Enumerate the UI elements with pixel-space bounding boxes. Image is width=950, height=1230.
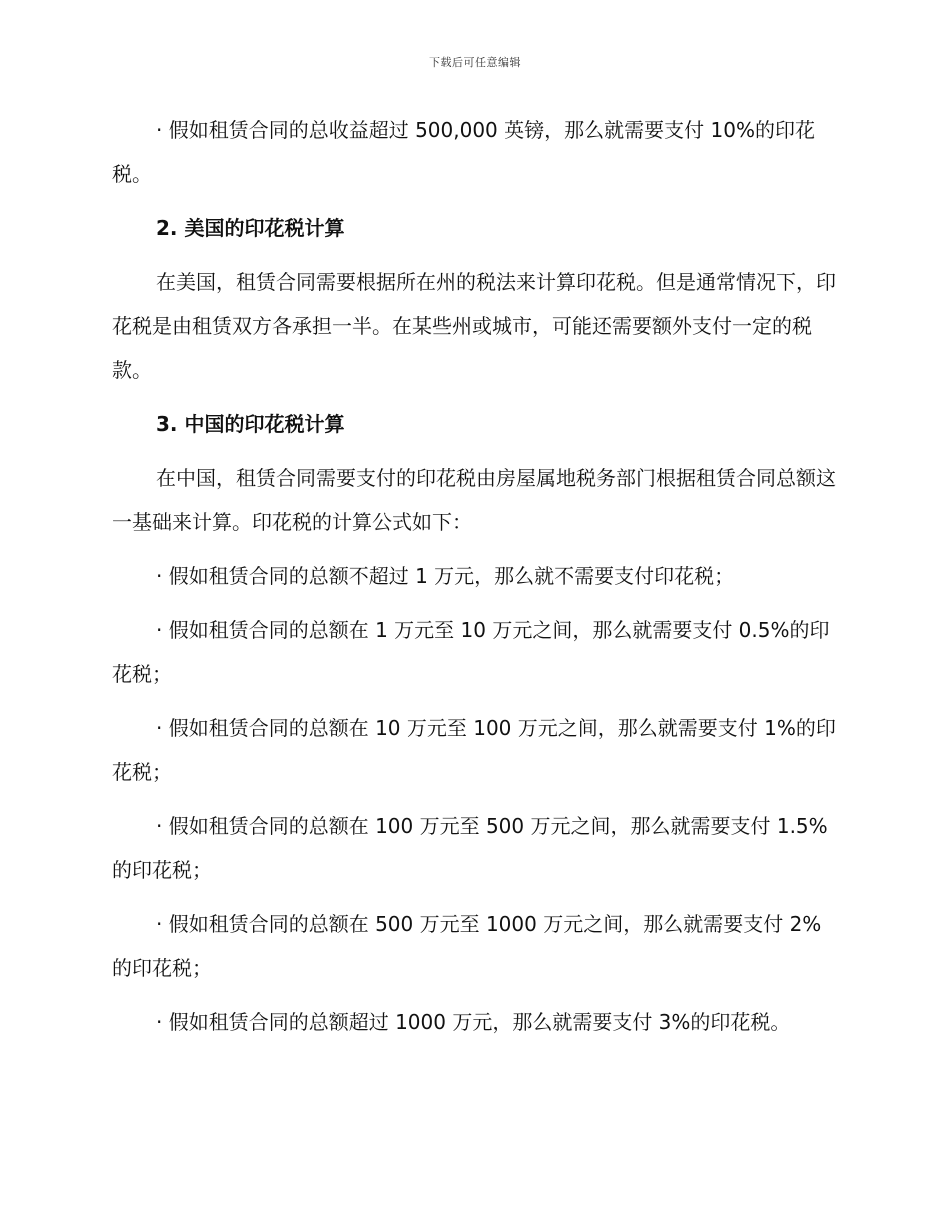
bullet-item: · 假如租赁合同的总额在 1 万元至 10 万元之间，那么就需要支付 0.5%的印花税； (112, 618, 830, 686)
bullet-item: · 假如租赁合同的总额不超过 1 万元，那么就不需要支付印花税； (156, 564, 735, 588)
paragraph-china: 在中国，租赁合同需要支付的印花税由房屋属地税务部门根据租赁合同总额这一基础来计算。印花税的计算公式如下： (112, 466, 836, 534)
paragraph-us: 在美国，租赁合同需要根据所在州的税法来计算印花税。但是通常情况下，印花税是由租赁双方各承担一半。在某些州或城市，可能还需要额外支付一定的税款。 (112, 270, 836, 382)
section-heading-us: 2. 美国的印花税计算 (156, 216, 345, 240)
paragraph-uk-bullet: · 假如租赁合同的总收益超过 500,000 英镑，那么就需要支付 10%的印花税。 (112, 118, 815, 186)
page-header: 下载后可任意编辑 (429, 56, 521, 69)
bullet-item: · 假如租赁合同的总额在 10 万元至 100 万元之间，那么就需要支付 1%的印花税； (112, 716, 836, 784)
bullet-item: · 假如租赁合同的总额超过 1000 万元，那么就需要支付 3%的印花税。 (156, 1010, 791, 1034)
bullet-item: · 假如租赁合同的总额在 500 万元至 1000 万元之间，那么就需要支付 2%的印花税； (112, 912, 822, 980)
bullet-item: · 假如租赁合同的总额在 100 万元至 500 万元之间，那么就需要支付 1.5%的印花税； (112, 814, 828, 882)
document-body (112, 108, 840, 1054)
section-heading-china: 3. 中国的印花税计算 (156, 412, 345, 436)
